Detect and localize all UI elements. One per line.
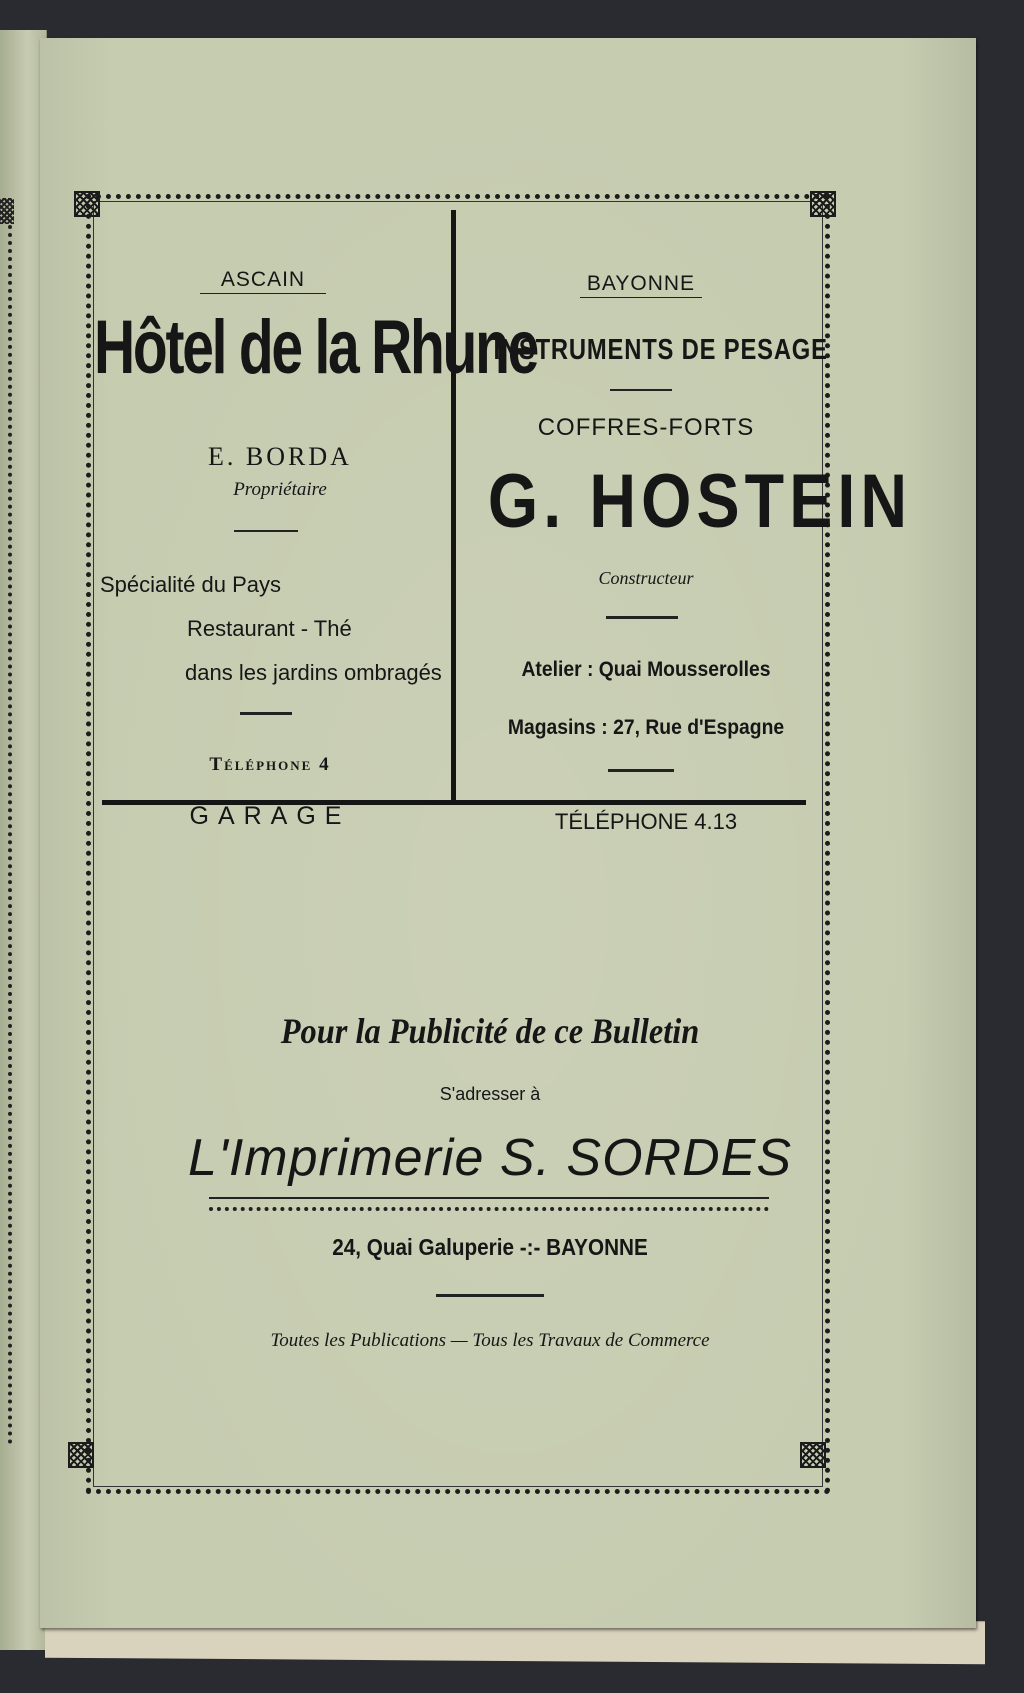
hotel-rule-2	[240, 712, 292, 715]
printer-underline	[209, 1197, 769, 1211]
hotel-city: ASCAIN	[200, 268, 326, 294]
hostein-city: BAYONNE	[580, 272, 702, 298]
advertisement-page	[40, 38, 976, 1628]
hostein-company-name: G. HOSTEIN	[487, 459, 913, 544]
hostein-atelier: Atelier : Quai Mousserolles	[521, 658, 771, 681]
hotel-telephone: Téléphone 4	[209, 754, 331, 775]
printer-services: Toutes les Publications — Tous les Travaux de Commerce	[270, 1330, 710, 1351]
hotel-specialty-3: dans les jardins ombragés	[185, 660, 442, 685]
facing-page-border-dots	[0, 225, 12, 1445]
hostein-coffres: COFFRES-FORTS	[537, 414, 755, 441]
hostein-rule-2	[606, 616, 678, 619]
hostein-rule-1	[610, 389, 672, 391]
hostein-instruments: INSTRUMENTS DE PESAGE	[493, 334, 828, 366]
hotel-owner: E. BORDA	[208, 442, 352, 471]
hotel-name: Hôtel de la Rhune	[94, 305, 538, 390]
hostein-rule-3	[608, 769, 674, 772]
column-divider	[451, 210, 456, 802]
hotel-rule-1	[234, 530, 298, 532]
corner-ornament-top-right	[810, 191, 836, 217]
printer-rule	[436, 1294, 544, 1297]
facing-page-corner-ornament	[0, 198, 14, 224]
publicity-adresser: S'adresser à	[439, 1084, 541, 1104]
printer-name: L'Imprimerie S. SORDES	[187, 1129, 793, 1187]
hostein-telephone: TÉLÉPHONE 4.13	[554, 809, 738, 834]
corner-ornament-bottom-left	[68, 1442, 94, 1468]
hotel-specialty-1: Spécialité du Pays	[100, 572, 281, 597]
hostein-role: Constructeur	[598, 568, 694, 588]
printer-address: 24, Quai Galuperie -:- BAYONNE	[332, 1234, 648, 1260]
corner-ornament-bottom-right	[800, 1442, 826, 1468]
corner-ornament-top-left	[74, 191, 100, 217]
hostein-magasins: Magasins : 27, Rue d'Espagne	[507, 716, 785, 739]
hotel-owner-role: Propriétaire	[233, 479, 327, 500]
hotel-specialty-2: Restaurant - Thé	[187, 616, 352, 641]
hotel-garage: GARAGE	[189, 802, 351, 830]
publicity-headline: Pour la Publicité de ce Bulletin	[280, 1011, 700, 1051]
